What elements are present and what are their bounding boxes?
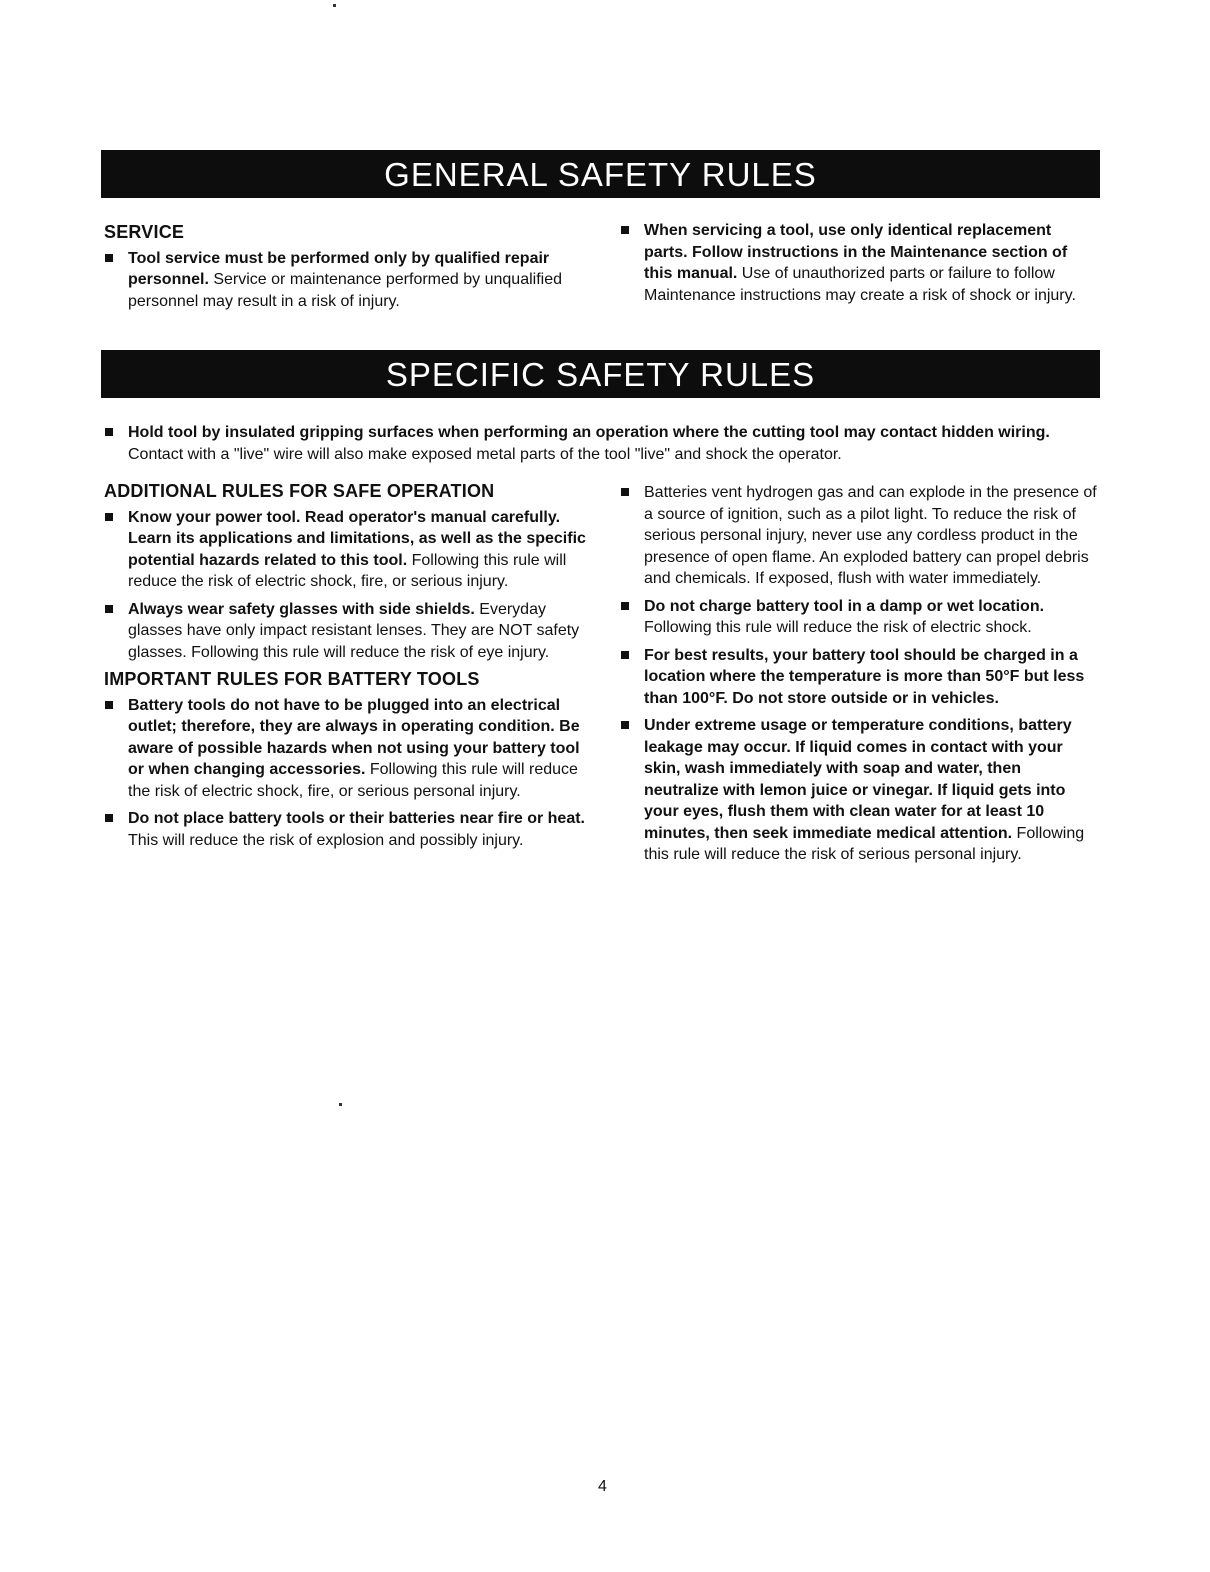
left-column bbox=[104, 481, 588, 857]
list-item bbox=[620, 645, 1100, 710]
service-section bbox=[104, 222, 574, 318]
list-item bbox=[104, 599, 588, 664]
bullet-square-icon bbox=[621, 602, 629, 610]
service-heading: SERVICE bbox=[104, 222, 185, 242]
item-bold-text: When servicing a tool, use only identical replacement parts. Follow instructions in the Maintenance section of this manual. bbox=[644, 222, 1068, 282]
specific-intro bbox=[104, 422, 1104, 471]
bullet-square-icon bbox=[621, 651, 629, 659]
item-bold-text: Battery tools do not have to be plugged into an electrical outlet; therefore, they are always in operating condition. Be aware of possible hazards when not using your battery tool or when changing accessories. bbox=[128, 696, 580, 778]
bullet-square-icon bbox=[621, 226, 629, 234]
bullet-square-icon bbox=[105, 254, 113, 262]
item-text: Following this rule will reduce the risk of electric shock, fire, or serious personal injury. bbox=[128, 761, 578, 800]
list-item bbox=[104, 808, 588, 851]
item-text: Service or maintenance performed by unqualified personnel may result in a risk of injury. bbox=[128, 271, 562, 310]
item-bold-text: Do not place battery tools or their batteries near fire or heat. bbox=[128, 810, 585, 827]
item-text: Following this rule will reduce the risk of serious personal injury. bbox=[644, 824, 1085, 863]
item-bold-text: Always wear safety glasses with side shields. bbox=[128, 600, 475, 618]
item-text: Use of unauthorized parts or failure to follow Maintenance instructions may create a risk of shock or injury. bbox=[644, 265, 1076, 304]
bullet-square-icon bbox=[621, 488, 629, 496]
list-item bbox=[104, 695, 588, 803]
scan-speck bbox=[339, 1103, 342, 1106]
bullet-square-icon bbox=[105, 513, 113, 521]
item-bold-text: Know your power tool. Read operator's manual carefully. Learn its applications and limitations, as well as the specific potential hazards related to this tool. bbox=[128, 508, 586, 569]
banner-title: GENERAL SAFETY RULES bbox=[384, 156, 817, 193]
list-item bbox=[104, 248, 574, 313]
item-text: Everyday glasses have only impact resistant lenses. They are NOT safety glasses. Following this rule will reduce the risk of eye injury. bbox=[128, 600, 580, 661]
list-item bbox=[620, 596, 1100, 639]
specific-safety-rules-banner bbox=[101, 350, 1100, 398]
bullet-square-icon bbox=[105, 428, 113, 436]
item-bold-text: Tool service must be performed only by qualified repair personnel. bbox=[128, 249, 550, 288]
item-bold-text: Under extreme usage or temperature conditions, battery leakage may occur. If liquid comes in contact with your skin, wash immediately with soap and water, then neutralize with lemon juice or vinegar. If liquid gets into your eyes, flush them with clean water for at least 10 minutes, then seek immediate medical attention. bbox=[644, 717, 1072, 842]
battery-rules-heading: IMPORTANT RULES FOR BATTERY TOOLS bbox=[104, 669, 480, 689]
item-text: Following this rule will reduce the risk of electric shock, fire, or serious injury. bbox=[128, 551, 567, 590]
list-item bbox=[104, 507, 588, 593]
right-column bbox=[620, 482, 1100, 872]
banner-title: SPECIFIC SAFETY RULES bbox=[385, 356, 816, 393]
item-bold-text: Hold tool by insulated gripping surfaces when performing an operation where the cutting tool may contact hidden wiring. bbox=[128, 424, 1050, 441]
bullet-square-icon bbox=[105, 814, 113, 822]
list-item bbox=[104, 422, 1104, 465]
bullet-square-icon bbox=[621, 721, 629, 729]
list-item bbox=[620, 220, 1096, 306]
item-bold-text: Do not charge battery tool in a damp or wet location. bbox=[644, 597, 1045, 615]
item-text: Following this rule will reduce the risk of electric shock. bbox=[644, 619, 1032, 636]
general-safety-rules-banner bbox=[101, 150, 1100, 198]
scan-speck bbox=[333, 4, 336, 7]
page-number: 4 bbox=[598, 1478, 607, 1495]
item-text: Contact with a "live" wire will also make exposed metal parts of the tool "live" and shock the operator. bbox=[128, 445, 842, 463]
bullet-square-icon bbox=[105, 605, 113, 613]
list-item bbox=[620, 715, 1100, 866]
item-bold-text: For best results, your battery tool should be charged in a location where the temperature is more than 50°F but less than 100°F. Do not store outside or in vehicles. bbox=[644, 646, 1085, 707]
list-item bbox=[620, 482, 1100, 590]
service-right-section bbox=[620, 220, 1096, 312]
bullet-square-icon bbox=[105, 701, 113, 709]
item-text: Batteries vent hydrogen gas and can explode in the presence of a source of ignition, such as a pilot light. To reduce the risk of serious personal injury, never use any cordless product in the presence of open flame. An exploded battery can propel debris and chemicals. If exposed, flush with water immediately. bbox=[644, 484, 1097, 587]
item-text: This will reduce the risk of explosion and possibly injury. bbox=[128, 831, 524, 849]
additional-rules-heading: ADDITIONAL RULES FOR SAFE OPERATION bbox=[104, 481, 495, 501]
